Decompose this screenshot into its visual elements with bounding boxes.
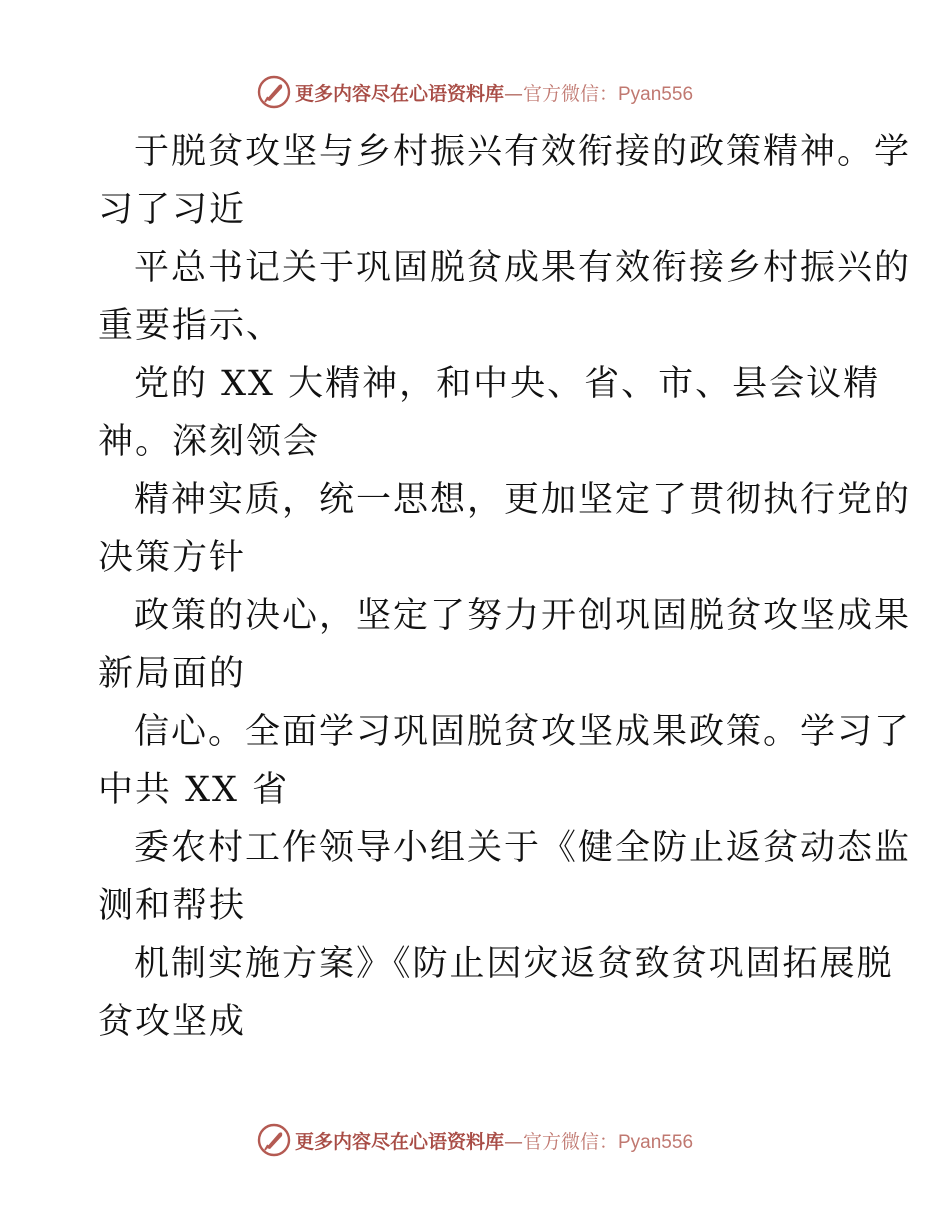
body-line: 精神实质，统一思想，更加坚定了贯彻执行党的: [134, 480, 912, 520]
watermark-brand: 更多内容尽在心语资料库: [294, 82, 504, 105]
body-line: 新局面的: [98, 654, 247, 694]
header-watermark: [0, 72, 950, 112]
body-line: 委农村工作领导小组关于《健全防止返贫动态监: [134, 828, 912, 868]
watermark-text: [295, 1127, 693, 1154]
watermark-separator: —: [503, 1130, 523, 1153]
body-line: 中共 XX 省: [98, 770, 290, 810]
body-line: 测和帮扶: [98, 886, 247, 926]
body-line: 决策方针: [98, 538, 247, 578]
quill-pen-icon: [257, 75, 291, 109]
watermark-wechat-label: 官方微信：: [522, 82, 618, 105]
watermark-wechat-id: Pyan556: [618, 1131, 694, 1153]
body-line: 政策的决心，坚定了努力开创巩固脱贫攻坚成果: [134, 596, 912, 636]
watermark-wechat-id: Pyan556: [618, 83, 694, 105]
body-line: 习了习近: [98, 190, 247, 230]
body-line: 机制实施方案》《防止因灾返贫致贫巩固拓展脱: [134, 944, 894, 984]
quill-pen-icon: [257, 1123, 291, 1157]
body-line: 神。深刻领会: [98, 422, 321, 462]
watermark-wechat-label: 官方微信：: [522, 1130, 618, 1153]
body-line: 党的 XX 大精神，和中央、省、市、县会议精: [134, 364, 881, 404]
document-body: [98, 123, 912, 1051]
body-line: 平总书记关于巩固脱贫成果有效衔接乡村振兴的: [134, 248, 912, 288]
watermark-text: [295, 79, 693, 106]
watermark-separator: —: [503, 82, 523, 105]
watermark-brand: 更多内容尽在心语资料库: [294, 1130, 504, 1153]
body-line: 重要指示、: [98, 306, 284, 346]
footer-watermark: [0, 1120, 950, 1160]
body-line: 信心。全面学习巩固脱贫攻坚成果政策。学习了: [134, 712, 912, 752]
body-line: 贫攻坚成: [98, 1002, 247, 1042]
body-line: 于脱贫攻坚与乡村振兴有效衔接的政策精神。学: [134, 132, 912, 172]
